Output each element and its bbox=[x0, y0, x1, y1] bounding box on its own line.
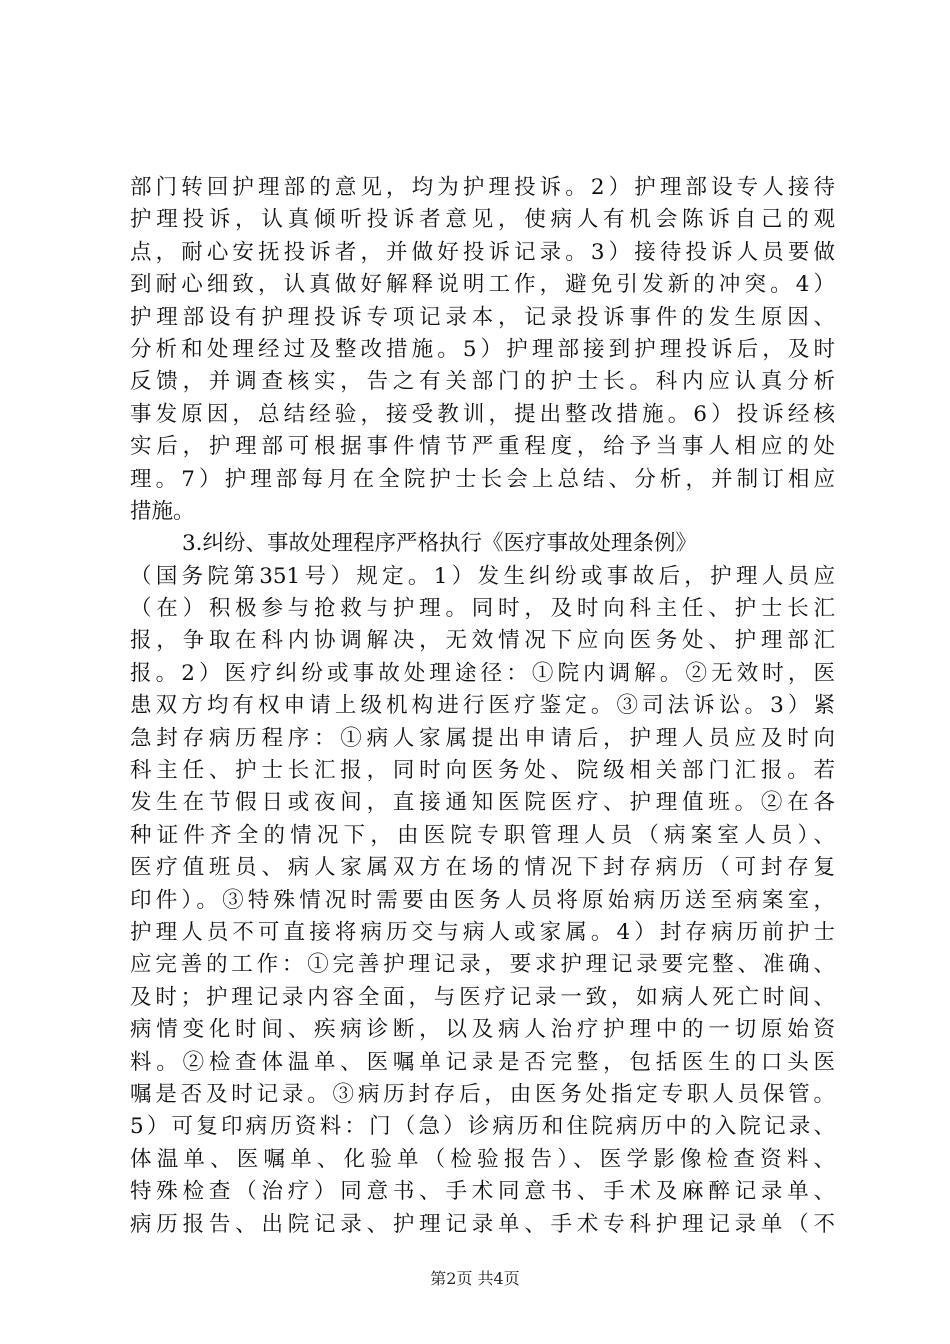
text-line: 护理部设有护理投诉专项记录本，记录投诉事件的发生原因、 bbox=[130, 304, 835, 330]
text-line: 种证件齐全的情况下，由医院专职管理人员（病案室人员）、 bbox=[130, 822, 835, 848]
text-line: 急封存病历程序：①病人家属提出申请后，护理人员应及时向 bbox=[130, 725, 835, 751]
text-line: 嘱是否及时记录。③病历封存后，由医务处指定专职人员保管。 bbox=[130, 1081, 835, 1107]
body-text bbox=[130, 172, 835, 1241]
text-line: 发生在节假日或夜间，直接通知医院医疗、护理值班。②在各 bbox=[130, 790, 835, 816]
text-line: 患双方均有权申请上级机构进行医疗鉴定。③司法诉讼。3）紧 bbox=[130, 693, 835, 719]
text-line: 料。②检查体温单、医嘱单记录是否完整，包括医生的口头医 bbox=[130, 1049, 835, 1075]
text-line: 实后，护理部可根据事件情节严重程度，给予当事人相应的处 bbox=[130, 434, 835, 460]
text-line: 科主任、护士长汇报，同时向医务处、院级相关部门汇报。若 bbox=[130, 758, 835, 784]
text-line: 医疗值班员、病人家属双方在场的情况下封存病历（可封存复 bbox=[130, 855, 835, 881]
text-line: 护理人员不可直接将病历交与病人或家属。4）封存病历前护士 bbox=[130, 919, 835, 945]
text-line: 应完善的工作：①完善护理记录，要求护理记录要完整、准确、 bbox=[130, 952, 835, 978]
text-line: 报。2）医疗纠纷或事故处理途径：①院内调解。②无效时，医 bbox=[130, 660, 835, 686]
text-line: 分析和处理经过及整改措施。5）护理部接到护理投诉后，及时 bbox=[130, 336, 835, 362]
text-line: 措施。 bbox=[130, 498, 195, 524]
text-line: 部门转回护理部的意见，均为护理投诉。2）护理部设专人接待 bbox=[130, 175, 835, 200]
text-line: 反馈，并调查核实，告之有关部门的护士长。科内应认真分析 bbox=[130, 369, 835, 395]
text-line: 体温单、医嘱单、化验单（检验报告）、医学影像检查资料、 bbox=[130, 1146, 835, 1172]
text-line: 病情变化时间、疾病诊断，以及病人治疗护理中的一切原始资 bbox=[130, 1017, 835, 1043]
text-line: 到耐心细致，认真做好解释说明工作，避免引发新的冲突。4） bbox=[130, 272, 835, 298]
section-heading-line: 3.纠纷、事故处理程序严格执行《医疗事故处理条例》 bbox=[182, 531, 698, 557]
text-line: 护理投诉，认真倾听投诉者意见，使病人有机会陈诉自己的观 bbox=[130, 207, 835, 233]
text-line: 5）可复印病历资料：门（急）诊病历和住院病历中的入院记录、 bbox=[130, 1114, 835, 1140]
text-line: 报，争取在科内协调解决，无效情况下应向医务处、护理部汇 bbox=[130, 628, 835, 654]
text-line: 事发原因，总结经验，接受教训，提出整改措施。6）投诉经核 bbox=[130, 401, 835, 427]
text-line: 特殊检查（治疗）同意书、手术同意书、手术及麻醉记录单、 bbox=[130, 1179, 835, 1205]
text-line: 病历报告、出院记录、护理记录单、手术专科护理记录单（不 bbox=[130, 1211, 835, 1237]
text-line: 印件）。③特殊情况时需要由医务人员将原始病历送至病案室， bbox=[130, 887, 835, 913]
text-line: （在）积极参与抢救与护理。同时，及时向科主任、护士长汇 bbox=[130, 596, 835, 622]
text-line: 理。7）护理部每月在全院护士长会上总结、分析，并制订相应 bbox=[130, 466, 835, 492]
text-line: 及时；护理记录内容全面，与医疗记录一致，如病人死亡时间、 bbox=[130, 984, 835, 1010]
page-footer: 第2页 共4页 bbox=[430, 1269, 520, 1288]
text-line: （国务院第351号）规定。1）发生纠纷或事故后，护理人员应 bbox=[130, 563, 835, 589]
text-line: 点，耐心安抚投诉者，并做好投诉记录。3）接待投诉人员要做 bbox=[130, 239, 835, 265]
